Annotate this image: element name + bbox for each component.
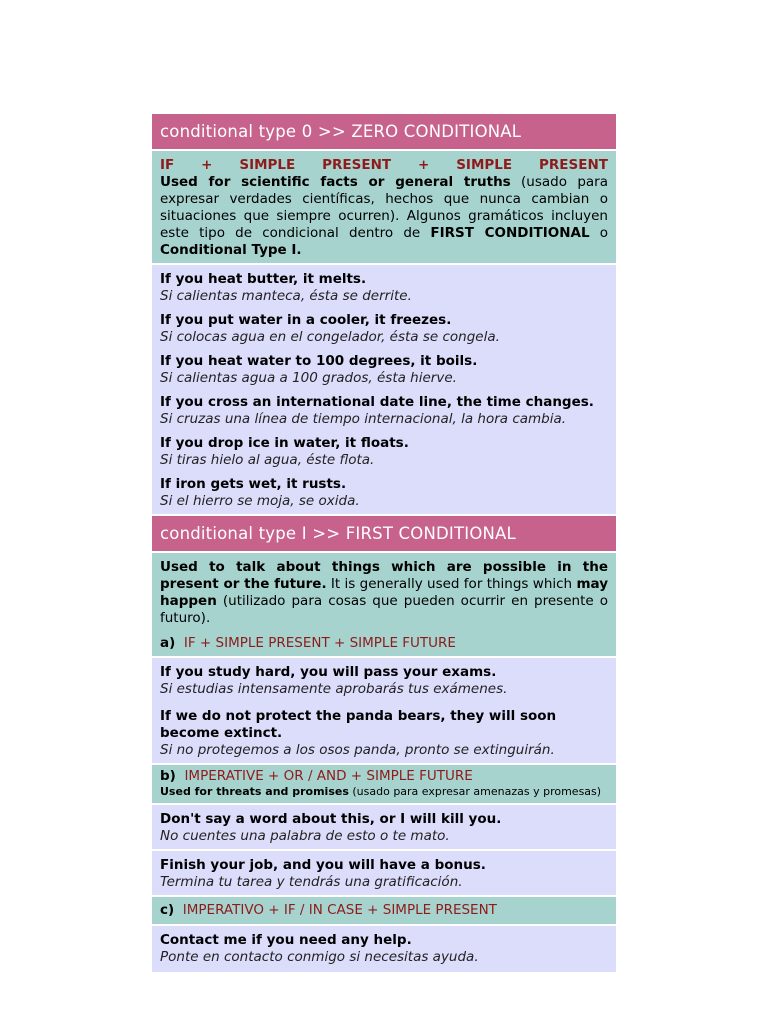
- example-spanish: Si tiras hielo al agua, éste flota.: [160, 452, 375, 468]
- example-item: [160, 435, 608, 469]
- formula-token: +: [418, 157, 430, 173]
- example-item: [160, 708, 608, 759]
- example-spanish: No cuentes una palabra de esto o te mato.: [160, 828, 450, 844]
- example-spanish: Si calientas agua a 100 grados, ésta hierve.: [160, 370, 457, 386]
- formula-token: PRESENT: [539, 157, 608, 173]
- example-english: If you heat water to 100 degrees, it boils.: [160, 353, 478, 369]
- example-spanish: Si colocas agua en el congelador, ésta se congela.: [160, 329, 500, 345]
- first-conditional-example-b2: [152, 851, 616, 895]
- grammar-document: [152, 114, 616, 972]
- first-conditional-example-b1: [152, 805, 616, 849]
- example-english: Contact me if you need any help.: [160, 932, 412, 948]
- zero-conditional-examples: [152, 265, 616, 514]
- example-english: If you drop ice in water, it floats.: [160, 435, 409, 451]
- first-conditional-formula-a: a) IF + SIMPLE PRESENT + SIMPLE FUTURE: [160, 635, 456, 651]
- first-conditional-examples-a: [152, 658, 616, 763]
- zero-conditional-usage: Used for scientific facts or general truths (usado para expresar verdades científicas, hechos que nunca cambian o situaciones que siempre ocurren). Algunos gramáticos incluyen este tipo de condicional dentro de FIRST CONDITIONAL o Conditional Type I.: [160, 174, 608, 258]
- threats-promises-note: Used for threats and promises (usado para expresar amenazas y promesas): [160, 785, 602, 798]
- example-spanish: Si el hierro se moja, se oxida.: [160, 493, 360, 509]
- example-english: If you study hard, you will pass your exams.: [160, 664, 497, 680]
- section-header-first-conditional: conditional type I >> FIRST CONDITIONAL: [152, 516, 616, 551]
- section-header-zero-conditional: conditional type 0 >> ZERO CONDITIONAL: [152, 114, 616, 149]
- example-english: If iron gets wet, it rusts.: [160, 476, 347, 492]
- formula-token: +: [201, 157, 213, 173]
- first-conditional-example-c: [152, 926, 616, 972]
- example-spanish: Si cruzas una línea de tiempo internacional, la hora cambia.: [160, 411, 567, 427]
- example-item: [160, 271, 608, 305]
- example-english: If you heat butter, it melts.: [160, 271, 367, 287]
- example-english: Finish your job, and you will have a bonus.: [160, 857, 486, 873]
- example-item: [160, 312, 608, 346]
- first-conditional-usage: Used to talk about things which are possible in the present or the future. It is generally used for things which may happen (utilizado para cosas que pueden ocurrir en presente o futuro).: [160, 559, 608, 626]
- zero-conditional-description: [152, 151, 616, 263]
- example-spanish: Ponte en contacto conmigo si necesitas ayuda.: [160, 949, 479, 965]
- example-english: If you cross an international date line, the time changes.: [160, 394, 594, 410]
- first-conditional-formula-b: b) IMPERATIVE + OR / AND + SIMPLE FUTURE Used for threats and promises (usado para expresar amenazas y promesas): [152, 765, 616, 803]
- first-conditional-formula-c: c) IMPERATIVO + IF / IN CASE + SIMPLE PRESENT: [152, 897, 616, 924]
- zero-conditional-formula: [160, 157, 608, 174]
- example-english: If we do not protect the panda bears, they will soon become extinct.: [160, 708, 557, 741]
- formula-token: SIMPLE: [456, 157, 513, 173]
- example-english: Don't say a word about this, or I will kill you.: [160, 811, 502, 827]
- example-spanish: Si estudias intensamente aprobarás tus exámenes.: [160, 681, 508, 697]
- example-item: [160, 394, 608, 428]
- example-item: [160, 476, 608, 510]
- formula-token: PRESENT: [322, 157, 392, 173]
- example-spanish: Si calientas manteca, ésta se derrite.: [160, 288, 412, 304]
- example-item: [160, 353, 608, 387]
- example-english: If you put water in a cooler, it freezes.: [160, 312, 452, 328]
- formula-token: SIMPLE: [239, 157, 296, 173]
- example-spanish: Termina tu tarea y tendrás una gratificación.: [160, 874, 463, 890]
- example-spanish: Si no protegemos a los osos panda, pronto se extinguirán.: [160, 742, 555, 758]
- formula-token: IF: [160, 157, 175, 173]
- example-item: [160, 664, 608, 698]
- first-conditional-description: [152, 553, 616, 656]
